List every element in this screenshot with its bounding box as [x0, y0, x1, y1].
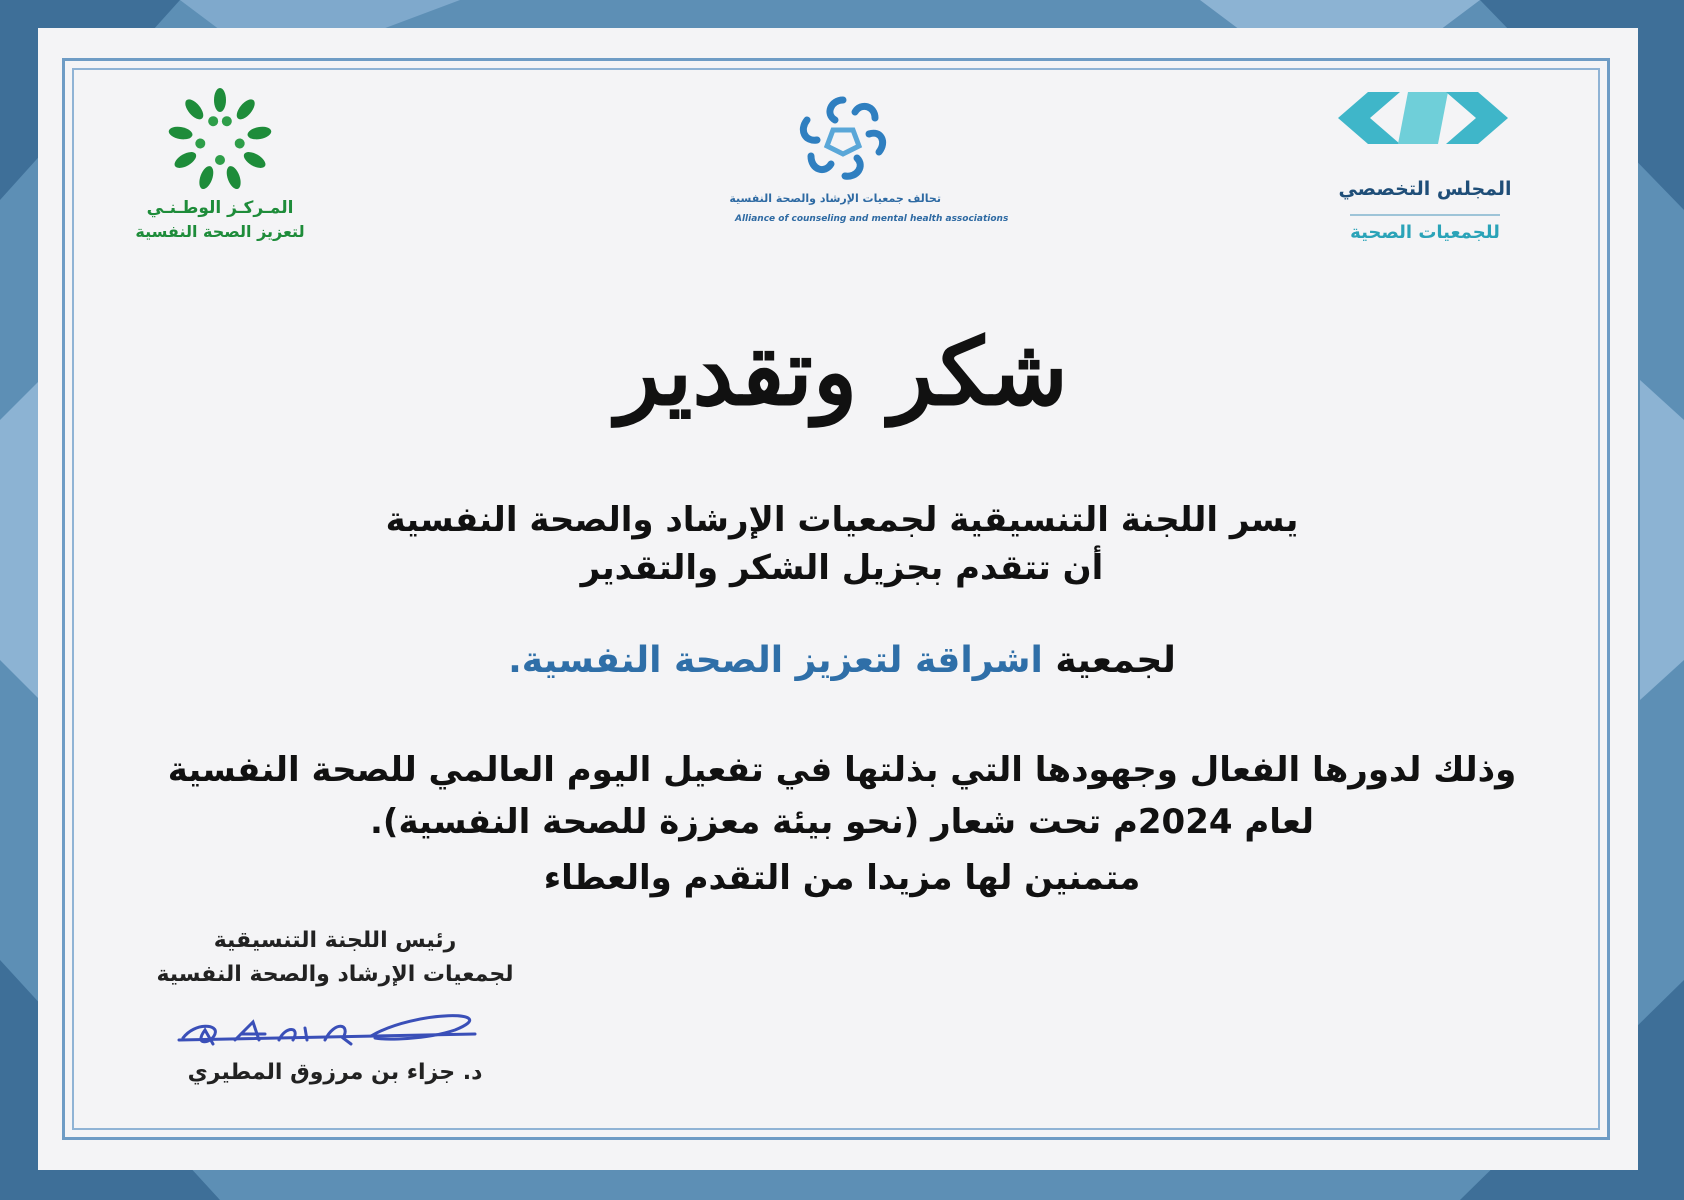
alliance-logo	[793, 90, 893, 186]
handwritten-signature	[175, 1000, 495, 1060]
intro-line-2: أن تتقدم بجزيل الشكر والتقدير	[580, 548, 1104, 588]
national-center-subtitle: لتعزيز الصحة النفسية	[135, 222, 305, 241]
intro-line-1: يسر اللجنة التنسيقية لجمعيات الإرشاد والصحة النفسية	[385, 500, 1299, 540]
national-center-name: المـركـز الوطـنـي	[146, 198, 294, 218]
body-line-1: وذلك لدورها الفعال وجهودها التي بذلتها في تفعيل اليوم العالمي للصحة النفسية	[167, 750, 1517, 790]
body-line-3: متمنين لها مزيدا من التقدم والعطاء	[543, 858, 1141, 898]
recipient-name: اشراقة لتعزيز الصحة النفسية.	[508, 640, 1043, 681]
health-council-subtitle: للجمعيات الصحية	[1350, 222, 1500, 243]
health-council-name: المجلس التخصصي	[1338, 178, 1512, 200]
certificate-heading: شكر وتقدير	[616, 318, 1068, 426]
signatory-name: د. جزاء بن مرزوق المطيري	[187, 1060, 483, 1085]
signatory-title-2: لجمعيات الإرشاد والصحة النفسية	[156, 962, 514, 987]
national-center-logo	[164, 84, 276, 196]
logo-divider	[1350, 214, 1500, 216]
alliance-name-english: Alliance of counseling and mental health associations	[735, 214, 1009, 224]
alliance-name-arabic: تحالف جمعيات الإرشاد والصحة النفسية	[729, 192, 941, 205]
body-line-2: لعام 2024م تحت شعار (نحو بيئة معززة للصحة النفسية).	[369, 802, 1315, 842]
recipient-prefix: لجمعية	[1055, 640, 1176, 681]
recipient-line	[0, 640, 1684, 681]
signatory-title-1: رئيس اللجنة التنسيقية	[213, 928, 457, 953]
health-council-logo	[1338, 92, 1508, 144]
